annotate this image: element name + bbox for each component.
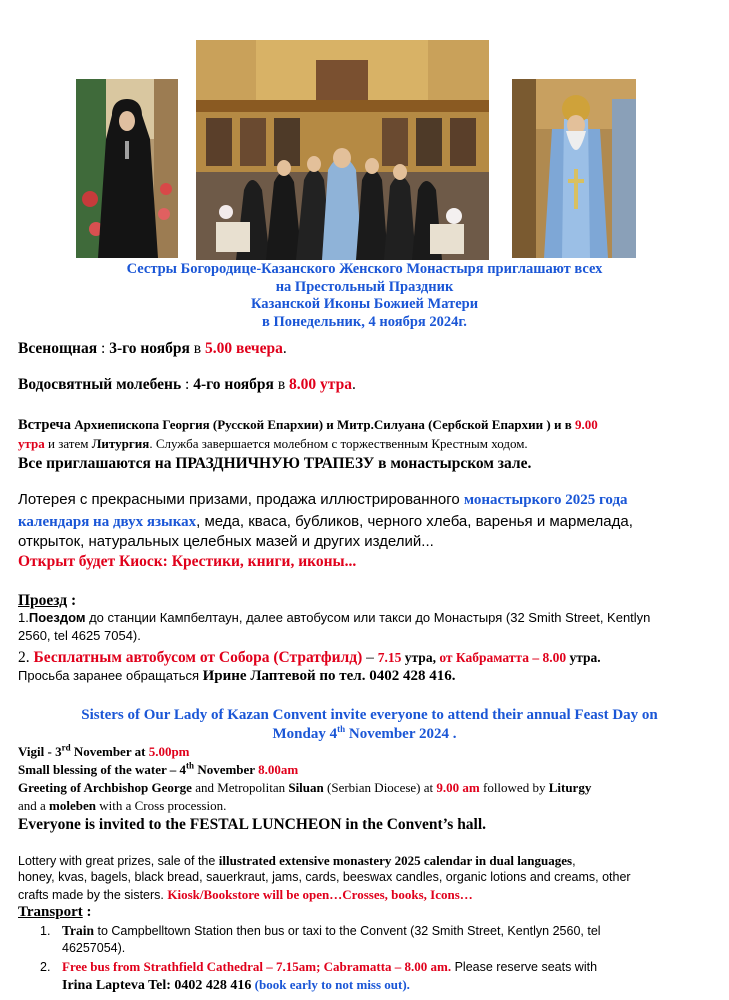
ru-heading-line: Сестры Богородице-Казанского Женского Монастыря приглашают всех xyxy=(126,261,603,277)
en-transport-1-line-1: 1. Train to Campbelltown Station then bus or taxi to the Convent (32 Smith Street, Kentlyn 2560, tel xyxy=(40,923,601,938)
en-lottery-line-2: honey, kvas, bagels, black bread, sauerkraut, jams, cards, beeswax candles, organic lotions and creams, other xyxy=(18,870,631,884)
en-blessing-line: Small blessing of the water – 4th November 8.00am xyxy=(18,760,299,777)
ru-lottery-line-3: открыток, натуральных целебных мазей и других изделий... xyxy=(18,533,434,550)
ru-reserve-line: Просьба заранее обращаться Ирине Лаптевой по тел. 0402 428 416. xyxy=(18,668,456,684)
en-lottery-line-1: Lottery with great prizes, sale of the illustrated extensive monastery 2025 calendar in dual languages, xyxy=(18,853,576,868)
ru-vigil-line: Всенощная : 3-го ноября в 5.00 вечера. xyxy=(18,340,287,357)
ru-greeting-line-1: Встреча Архиепископа Георгия (Русской Епархии) и Митр.Силуана (Сербской Епархии ) и в 9.00 xyxy=(18,417,598,433)
ru-transport-2-line: 2. Бесплатным автобусом от Собора (Стратфилд) – 7.15 утра, от Кабраматта – 8.00 утра. xyxy=(18,649,601,666)
en-transport-2-line-2: Irina Lapteva Tel: 0402 428 416 (book early to not miss out). xyxy=(62,977,410,993)
ru-trapeza-line: Все приглашаются на ПРАЗДНИЧНУЮ ТРАПЕЗУ в монастырском зале. xyxy=(18,455,532,472)
en-transport-1-line-2: 46257054). xyxy=(62,941,126,955)
en-greeting-line-1: Greeting of Archbishop George and Metropolitan Siluan (Serbian Diocese) at 9.00 am followed by Liturgy xyxy=(18,780,592,795)
ru-transport-1-line-1: 1.Поездом до станции Кампбелтаун, далее автобусом или такси до Монастыря (32 Smith Street, Kentlyn xyxy=(18,610,651,625)
clergy-group-iconostasis-image xyxy=(196,40,489,260)
en-vigil-line: Vigil - 3rd November at 5.00pm xyxy=(18,742,190,759)
en-heading-line-2: Monday 4th November 2024 . xyxy=(272,724,457,742)
bishop-vestments-image xyxy=(512,79,636,258)
en-invitation-heading xyxy=(0,706,729,744)
ru-lottery-line-2: календаря на двух языках, меда, кваса, бубликов, черного хлеба, варенья и мармелада, xyxy=(18,513,633,530)
en-heading-line: Sisters of Our Lady of Kazan Convent invite everyone to attend their annual Feast Day on xyxy=(81,707,658,723)
en-greeting-line-2: and a moleben with a Cross procession. xyxy=(18,798,227,813)
en-lottery-line-3: crafts made by the sisters. Kiosk/Bookstore will be open…Crosses, books, Icons… xyxy=(18,887,473,902)
en-luncheon-line: Everyone is invited to the FESTAL LUNCHEON in the Convent’s hall. xyxy=(18,816,487,833)
ru-greeting-line-2: утра и затем Литургия. Служба завершается молебном с торжественным Крестным ходом. xyxy=(18,436,528,451)
photo-banner xyxy=(0,0,729,262)
ru-transport-1-line-2: 2560, tel 4625 7054). xyxy=(18,628,141,643)
ru-kiosk-line: Открыт будет Киоск: Крестики, книги, иконы... xyxy=(18,553,357,570)
ru-heading-line: Казанской Иконы Божией Матери xyxy=(250,296,479,313)
ru-invitation-heading xyxy=(0,261,729,331)
ru-heading-line: в Понедельник, 4 ноября 2024г. xyxy=(262,313,467,330)
ru-blessing-line: Водосвятный молебень : 4-го ноября в 8.00 утра. xyxy=(18,376,356,393)
en-transport-2-line-1: 2. Free bus from Strathfield Cathedral – 7.15am; Cabramatta – 8.00 am. Please reserve seats with xyxy=(40,959,598,974)
ru-transport-title: Проезд : xyxy=(18,592,77,609)
ru-lottery-line-1: Лотерея с прекрасными призами, продажа иллюстрированного монастыркого 2025 года xyxy=(18,491,628,508)
en-transport-title: Transport : xyxy=(18,904,92,920)
abbess-portrait-image xyxy=(76,79,178,258)
ru-heading-line: на Престольный Праздник xyxy=(275,278,454,295)
